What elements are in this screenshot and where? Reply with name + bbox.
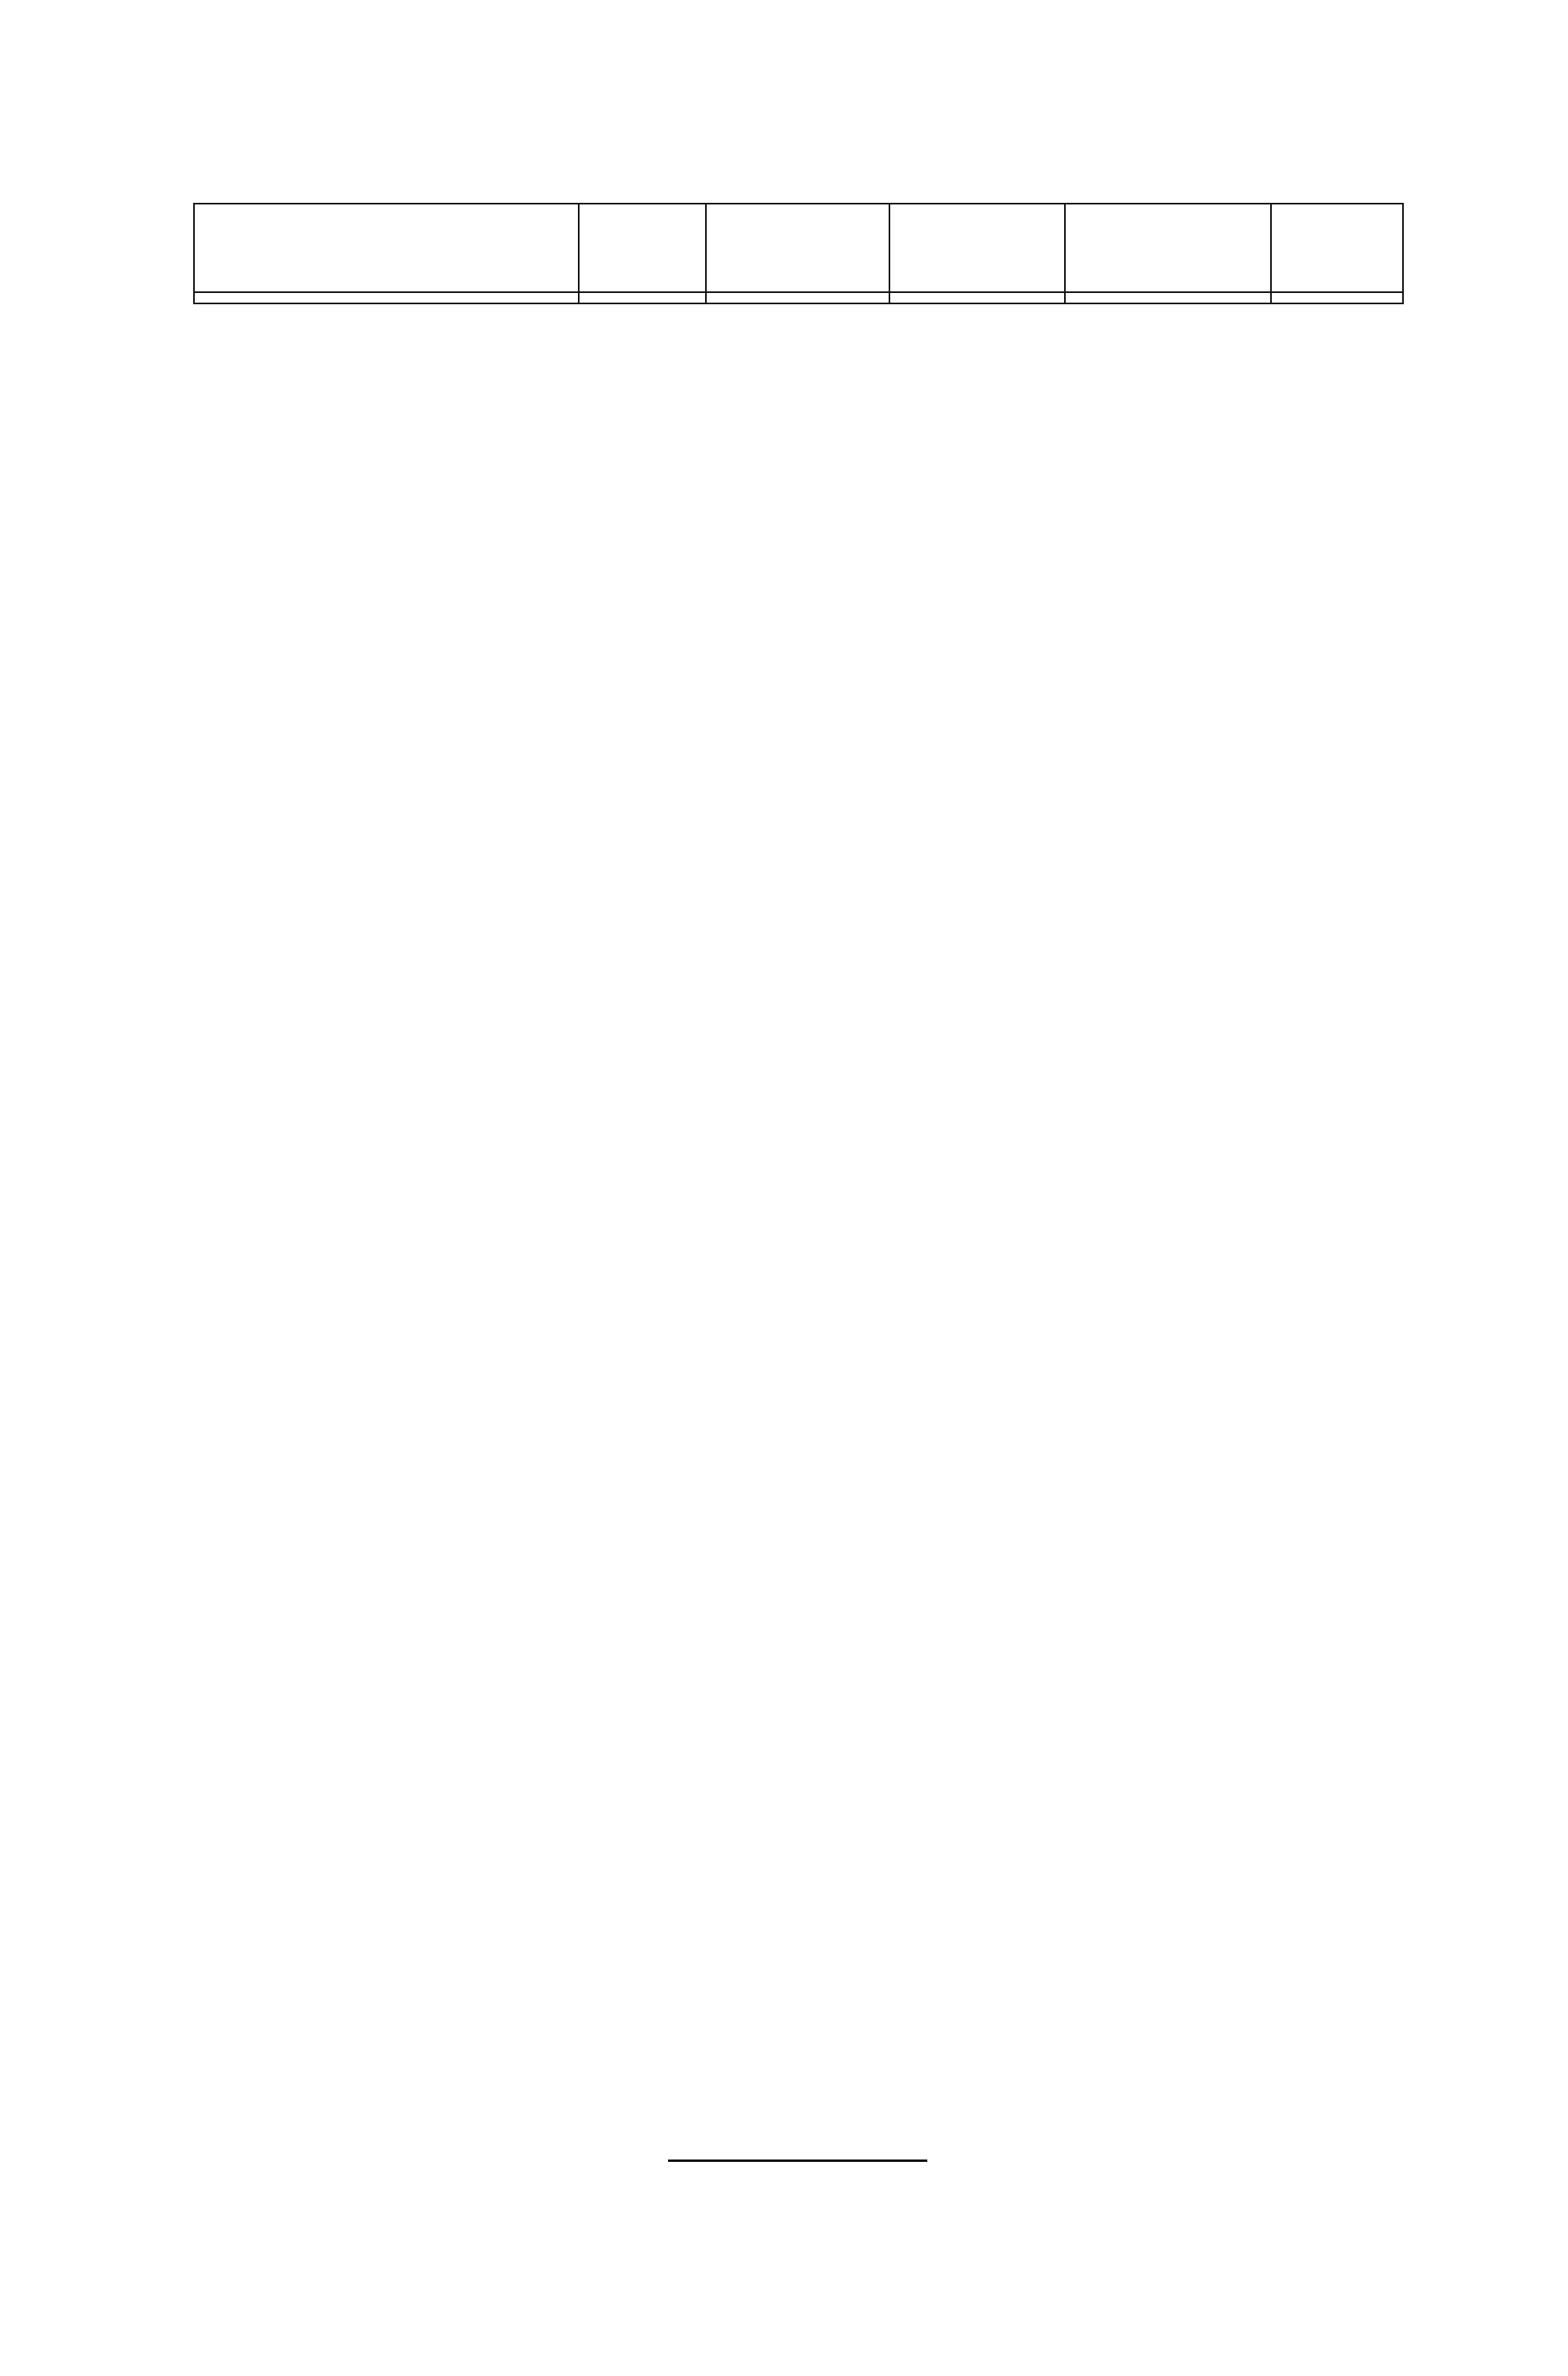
cell-substance bbox=[194, 292, 579, 303]
header-formula bbox=[706, 204, 889, 292]
footer-divider bbox=[668, 2159, 927, 2162]
table-row bbox=[194, 292, 1403, 303]
document-page bbox=[193, 137, 1401, 304]
table-header-row bbox=[194, 204, 1403, 292]
header-cas bbox=[579, 204, 706, 292]
cell-formula bbox=[706, 292, 889, 303]
header-substance bbox=[194, 204, 579, 292]
pdk-table-wrap bbox=[193, 203, 1401, 304]
header-indicator bbox=[1065, 204, 1271, 292]
pdk-table bbox=[193, 203, 1404, 304]
cell-hazard-class bbox=[1271, 292, 1403, 303]
cell-pdk bbox=[889, 292, 1065, 303]
header-hazard-class bbox=[1271, 204, 1403, 292]
cell-indicator bbox=[1065, 292, 1271, 303]
cell-cas bbox=[579, 292, 706, 303]
header-pdk bbox=[889, 204, 1065, 292]
